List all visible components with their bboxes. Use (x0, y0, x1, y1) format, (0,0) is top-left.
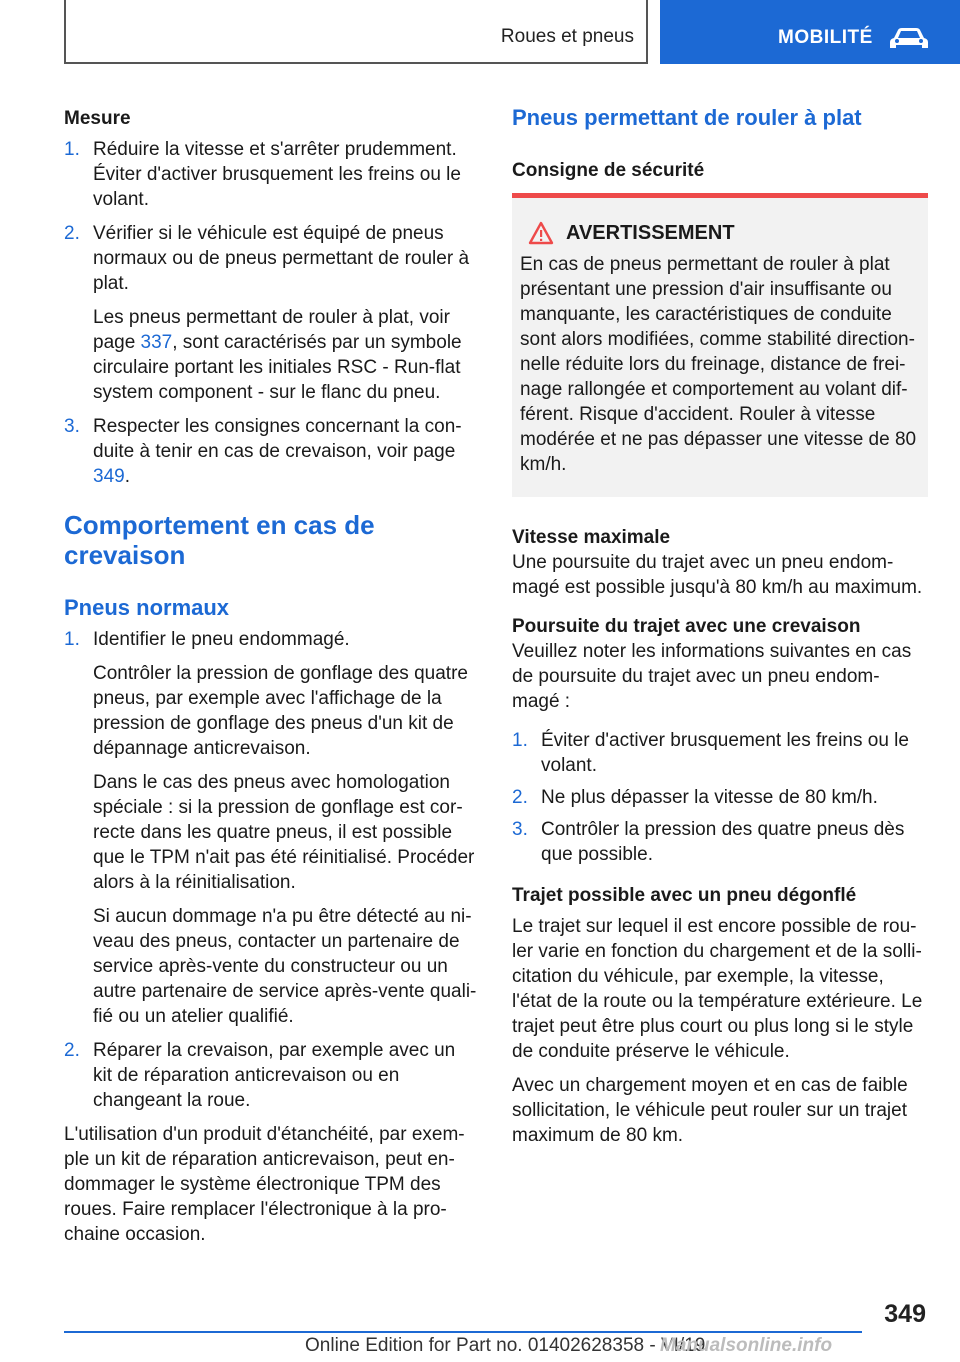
right-content (512, 525, 928, 1148)
car-icon (888, 26, 930, 52)
footer-rule (64, 1331, 862, 1333)
trajet-paragraph: Le trajet sur lequel il est encore possible de rou‐ ler varie en fonction du chargement et de la solli‐ citation du véhicule, par exemple, la vitesse, l'état de la route ou la température extérieure. Le trajet peut être plus court ou plus long si le style de conduite préserve le véhicule. (512, 916, 923, 1062)
chapter-tab[interactable] (660, 0, 960, 64)
list-number: 3. (512, 819, 528, 840)
section-heading: Comportement en cas de crevaison (64, 510, 375, 570)
list-item (512, 785, 928, 810)
page-header (0, 0, 960, 66)
list-note: Dans le cas des pneus avec homologation spéciale : si la pression de gonflage est cor‐ recte dans les quatre pneus, il est possible que le TPM n'ait pas été réinitialisé. Procéder alors à la réinitialisation. (93, 772, 475, 893)
poursuite-heading: Poursuite du trajet avec une crevaison (512, 616, 861, 637)
normaux-list (64, 627, 478, 1247)
list-item (64, 627, 478, 652)
list-note: Si aucun dommage n'a pu être détecté au ni‐ veau des pneus, contacter un partenaire de service après-vente du constructeur ou un autre partenaire de service après-vente quali‐ fié ou un atelier qualifié. (93, 906, 477, 1027)
subsection-heading: Pneus normaux (64, 595, 230, 620)
list-number: 2. (64, 1040, 80, 1061)
list-item (512, 817, 928, 867)
page-link-337[interactable]: 337 (140, 332, 173, 353)
closing-paragraph: L'utilisation d'un produit d'étanchéité, par exem‐ ple un kit de réparation anticrevaison, peut en‐ dommager le système électronique TPM des roues. Faire remplacer l'électronique à la pro‐ chaine occasion. (64, 1124, 465, 1245)
trajet-paragraph: Avec un chargement moyen et en cas de faible sollicitation, le véhicule peut rouler sur un trajet maximum de 80 km. (512, 1075, 908, 1146)
list-text: Vérifier si le véhicule est équipé de pneus normaux ou de pneus permettant de rouler à plat. (93, 223, 470, 294)
section-title: Roues et pneus (500, 26, 634, 47)
list-text: Ne plus dépasser la vitesse de 80 km/h. (541, 787, 878, 808)
list-item (64, 137, 478, 212)
mesure-list (64, 137, 478, 489)
list-text: Réparer la crevaison, par exemple avec un kit de réparation anticrevaison ou en changeant la roue. (93, 1040, 456, 1111)
list-text: Réduire la vitesse et s'arrêter prudemment. Éviter d'activer brusquement les freins ou le volant. (93, 139, 461, 210)
list-text: Identifier le pneu endommagé. (93, 629, 350, 650)
list-number: 1. (512, 730, 528, 751)
list-item (64, 221, 478, 296)
list-item (512, 728, 928, 778)
warning-box (512, 193, 928, 497)
list-note: Contrôler la pression de gonflage des quatre pneus, par exemple avec l'affichage de la pression de gonflage des pneus d'un kit de dépannage anticrevaison. (93, 663, 468, 759)
list-text: Éviter d'activer brusquement les freins ou le volant. (541, 730, 909, 776)
subsection-heading: Pneus permettant de rouler à plat (512, 105, 862, 130)
list-item (64, 1038, 478, 1113)
edition-text: Online Edition for Part no. 01402628358 - VI/19 (305, 1335, 706, 1356)
list-number: 3. (64, 416, 80, 437)
list-number: 2. (64, 223, 80, 244)
list-number: 1. (64, 629, 80, 650)
section-box (64, 0, 648, 64)
list-text: Contrôler la pression des quatre pneus dès que possible. (541, 819, 905, 865)
warning-triangle-icon (528, 221, 554, 245)
list-note: Les pneus permettant de rouler à plat, voir page 337, sont caractérisés par un symbole circulaire portant les initiales RSC - Run-flat system component - sur le flanc du pneu. (93, 307, 462, 403)
chapter-tab-label: MOBILITÉ (778, 27, 873, 48)
watermark: Manualsonline.info (660, 1335, 833, 1356)
poursuite-text: Veuillez noter les informations suivantes en cas de poursuite du trajet avec un pneu endom‐ magé : (512, 641, 912, 712)
mesure-heading: Mesure (64, 108, 131, 129)
page-link-349[interactable]: 349 (93, 466, 125, 487)
page-number: 349 (884, 1300, 926, 1328)
list-number: 1. (64, 139, 80, 160)
vmax-text: Une poursuite du trajet avec un pneu endom‐ magé est possible jusqu'à 80 km/h au maximum. (512, 552, 923, 598)
poursuite-list (512, 728, 928, 867)
list-item: 3. Respecter les consignes concernant la con‐ duite à tenir en cas de crevaison, voir page 349. (64, 416, 462, 487)
trajet-heading: Trajet possible avec un pneu dégonflé (512, 885, 857, 906)
vmax-heading: Vitesse maximale (512, 527, 671, 548)
warning-text: En cas de pneus permettant de rouler à plat présentant une pression d'air insuffisante ou manquante, les caractéristiques de conduite sont alors modifiées, comme stabilité direction‐ nelle réduite lors du freinage, distance de frei‐ nage rallongée et comportement au volant dif‐ férent. Risque d'accident. Rouler à vitesse modérée et ne pas dépasser une vitesse de 80 km/h. (520, 254, 917, 475)
list-number: 2. (512, 787, 528, 808)
warning-title: AVERTISSEMENT (566, 222, 735, 244)
warning-title-row (528, 220, 918, 246)
safety-heading: Consigne de sécurité (512, 160, 705, 181)
